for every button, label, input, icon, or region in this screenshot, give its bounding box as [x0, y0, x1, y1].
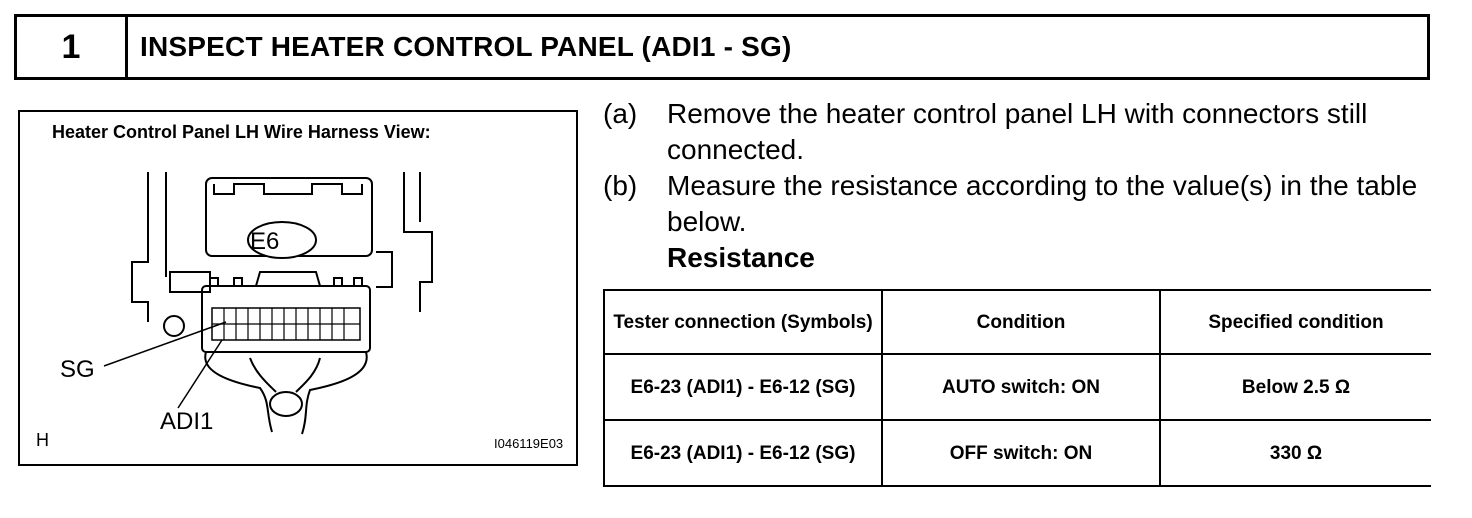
step-marker: (a) [603, 98, 638, 129]
connector-label-e6: E6 [250, 228, 280, 255]
instructions [603, 96, 1433, 276]
table-header-row [604, 290, 1431, 354]
step-marker: (b) [603, 170, 638, 201]
cell-specified-condition: Below 2.5 Ω [1160, 354, 1431, 420]
corner-letter: H [36, 430, 49, 450]
cell-tester-connection: E6-23 (ADI1) - E6-12 (SG) [604, 420, 882, 486]
cell-condition: AUTO switch: ON [882, 354, 1160, 420]
figure-code: I046119E03 [494, 436, 564, 451]
header-tester-connection: Tester connection (Symbols) [604, 290, 882, 354]
instruction-step-b [603, 168, 1433, 240]
step-text: Remove the heater control panel LH with connectors still connected. [667, 98, 1368, 165]
header-condition: Condition [882, 290, 1160, 354]
step-number: 1 [17, 17, 128, 77]
figure-title: Heater Control Panel LH Wire Harness View: [52, 122, 431, 142]
label-adi1: ADI1 [160, 408, 214, 435]
table-heading: Resistance [667, 242, 815, 273]
step-title: INSPECT HEATER CONTROL PANEL (ADI1 - SG) [140, 31, 792, 62]
table-row [604, 354, 1431, 420]
step-header [14, 14, 1430, 80]
header-specified-condition: Specified condition [1160, 290, 1431, 354]
resistance-table [603, 289, 1431, 487]
table-row [604, 420, 1431, 486]
wire-harness-figure [18, 110, 578, 466]
cell-condition: OFF switch: ON [882, 420, 1160, 486]
cell-tester-connection: E6-23 (ADI1) - E6-12 (SG) [604, 354, 882, 420]
connector-diagram [20, 112, 576, 464]
label-sg: SG [60, 356, 95, 383]
cell-specified-condition: 330 Ω [1160, 420, 1431, 486]
step-text: Measure the resistance according to the value(s) in the table below. [667, 170, 1418, 237]
instruction-step-a [603, 96, 1433, 168]
